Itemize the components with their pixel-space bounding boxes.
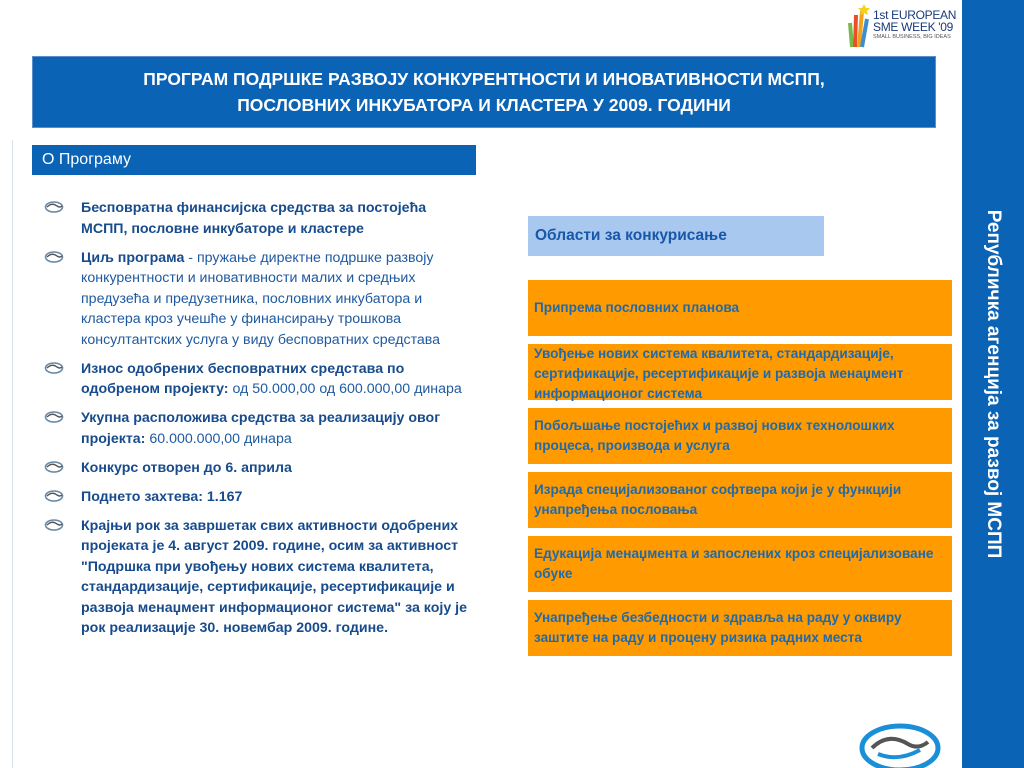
item-bold-text: Конкурс отворен до 6. априла [81, 459, 292, 476]
about-heading: О Програму [32, 145, 476, 175]
area-item: Унапређење безбедности и здравља на раду у оквиру заштите на раду и процену ризика радних места [528, 600, 952, 656]
item-text: од 50.000,00 од 600.000,00 динара [228, 381, 462, 397]
european-sme-week-logo [846, 3, 958, 49]
about-list-item [44, 359, 474, 400]
area-item: Побољшање постојећих и развој нових технолошких процеса, производа и услуга [528, 408, 952, 464]
bullet-logo-icon [44, 490, 64, 502]
item-bold-text: Износ одобрених бесповратних средстава по одобреном пројекту: [81, 360, 405, 397]
item-bold-text: Поднето захтева: 1.167 [81, 488, 243, 505]
bullet-logo-icon [44, 411, 64, 423]
about-list-item [44, 408, 474, 449]
item-bold-text: Бесповратна финансијска средства за постојећа МСПП, пословне инкубаторе и кластере [81, 200, 427, 237]
about-list-item [44, 487, 474, 508]
area-item: Припрема пословних планова [528, 280, 952, 336]
area-item: Едукација менаџмента и запослених кроз специјализоване обуке [528, 536, 952, 592]
slide-title [32, 56, 936, 128]
item-bold-text: Циљ програма [81, 249, 185, 266]
bullet-logo-icon [44, 461, 64, 473]
areas-heading: Области за конкурисање [528, 216, 824, 256]
bullet-logo-icon [44, 519, 64, 531]
about-list-item [44, 248, 474, 351]
about-list-item [44, 198, 474, 239]
area-item: Израда специјализованог софтвера који је у функцији унапређења пословања [528, 472, 952, 528]
sme-week-hand-icon [846, 3, 872, 49]
bullet-logo-icon [44, 201, 64, 213]
area-item: Увођење нових система квалитета, стандардизације, сертификације, ресертификације и развоја менаџмент информационог система [528, 344, 952, 400]
agency-sidebar [962, 0, 1024, 768]
item-text: 60.000.000,00 динара [145, 430, 292, 447]
title-line1: ПРОГРАМ ПОДРШКЕ РАЗВОЈУ КОНКУРЕНТНОСТИ И ИНОВАТИВНОСТИ МСПП, [143, 69, 825, 89]
logo-line1: 1st EUROPEAN [873, 8, 957, 22]
left-divider [12, 140, 13, 768]
bullet-logo-icon [44, 362, 64, 374]
logo-tagline: SMALL BUSINESS, BIG IDEAS [873, 34, 951, 40]
bullet-logo-icon [44, 251, 64, 263]
item-bold-text: Крајњи рок за завршетак свих активности одобрених пројеката је 4. август 2009. године, осим за активност "Подршка при увођењу нових система квалитета, стандардизације, сертификације, ресертификације и развоја менаџмент информационог система" за коју је рок реализације 30. новембар 2009. године. [81, 517, 467, 636]
about-list [44, 198, 474, 647]
about-list-item [44, 516, 474, 639]
about-list-item [44, 458, 474, 479]
title-line2: ПОСЛОВНИХ ИНКУБАТОРА И КЛАСТЕРА У 2009. ГОДИНИ [237, 95, 731, 115]
item-text: - пружање директне подршке развоју конкурентности и иновативности малих и средњих предузећа и предузетника, пословних инкубатора и кластера кроз учешће у финансирању трошкова консултантских услуга у виду бесповратних средстава [81, 249, 441, 348]
logo-line2: SME WEEK '09 [873, 20, 954, 34]
item-bold-text: Укупна расположива средства за реализацију овог пројекта: [81, 410, 441, 447]
agency-name: Републичка агенција за развој МСПП [983, 209, 1004, 559]
agency-logo-icon [858, 718, 942, 768]
sme-week-text [873, 9, 956, 41]
